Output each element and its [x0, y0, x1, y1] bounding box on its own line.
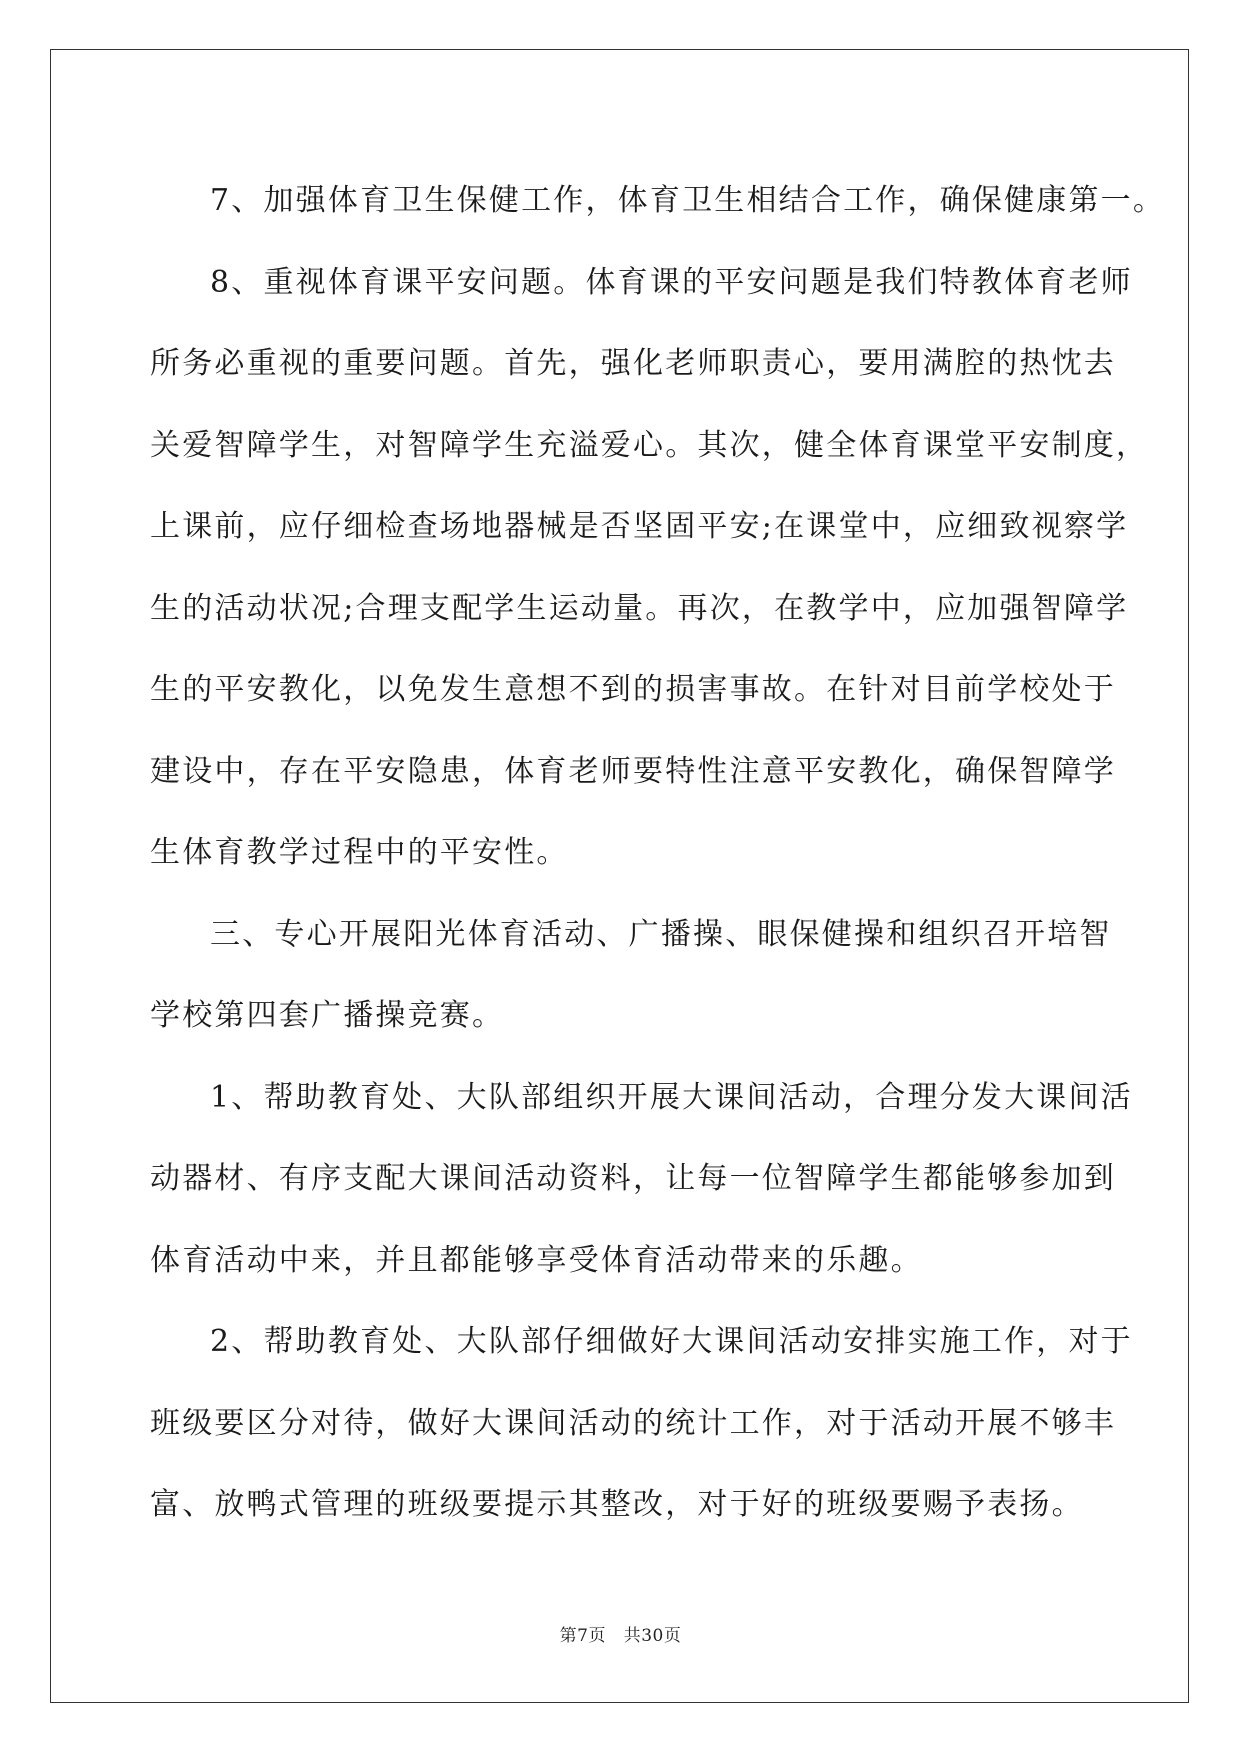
text-line: 2、帮助教育处、大队部仔细做好大课间活动安排实施工作，对于	[210, 1324, 1133, 1359]
document-body	[150, 160, 1166, 1546]
text-line: 动器材、有序支配大课间活动资料，让每一位智障学生都能够参加到	[150, 1161, 1116, 1196]
text-line: 学校第四套广播操竞赛。	[150, 998, 505, 1033]
text-line: 关爱智障学生，对智障学生充溢爱心。其次，健全体育课堂平安制度，	[150, 427, 1149, 463]
page-footer	[0, 1621, 1241, 1646]
text-line: 班级要区分对待，做好大课间活动的统计工作，对于活动开展不够丰	[150, 1405, 1116, 1441]
paragraph	[150, 242, 1149, 894]
text-line: 7、加强体育卫生保健工作，体育卫生相结合工作，确保健康第一。	[210, 183, 1166, 218]
text-line: 建设中，存在平安隐患，体育老师要特性注意平安教化，确保智障学	[150, 753, 1116, 789]
paragraph	[150, 160, 1166, 242]
text-line: 上课前，应仔细检查场地器械是否坚固平安;在课堂中，应细致视察学	[150, 509, 1129, 544]
paragraph	[150, 1301, 1133, 1546]
text-line: 8、重视体育课平安问题。体育课的平安问题是我们特教体育老师	[210, 264, 1133, 300]
page-total: 共30页	[623, 1626, 682, 1646]
page-number: 第7页	[559, 1626, 606, 1646]
text-line: 生的平安教化，以免发生意想不到的损害事故。在针对目前学校处于	[150, 672, 1116, 707]
text-line: 1、帮助教育处、大队部组织开展大课间活动，合理分发大课间活	[210, 1079, 1133, 1115]
text-line: 富、放鸭式管理的班级要提示其整改，对于好的班级要赐予表扬。	[150, 1487, 1084, 1522]
text-line: 生体育教学过程中的平安性。	[150, 835, 569, 870]
text-line: 三、专心开展阳光体育活动、广播操、眼保健操和组织召开培智	[210, 916, 1112, 952]
text-line: 体育活动中来，并且都能够享受体育活动带来的乐趣。	[150, 1242, 923, 1278]
text-line: 所务必重视的重要问题。首先，强化老师职责心，要用满腔的热忱去	[150, 346, 1116, 381]
paragraph	[150, 894, 1112, 1057]
paragraph	[150, 1057, 1133, 1302]
text-line: 生的活动状况;合理支配学生运动量。再次，在教学中，应加强智障学	[150, 590, 1129, 626]
